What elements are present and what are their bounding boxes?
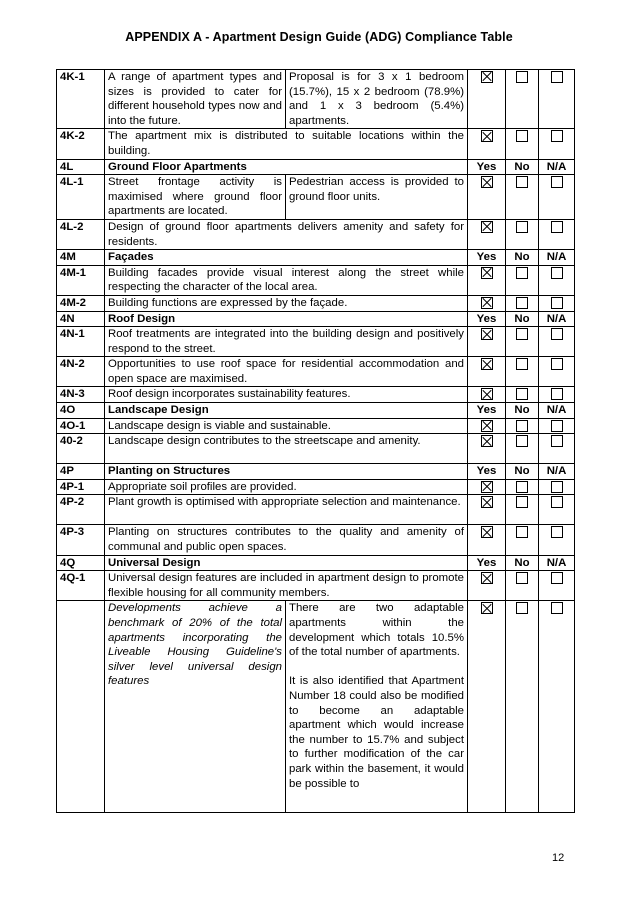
objective-text: Building functions are expressed by the façade. — [105, 295, 468, 311]
response-text: Proposal is for 3 x 1 bedroom (15.7%), 15 x 2 bedroom (78.9%) and 1 x 3 bedroom (5.4%) apartments. — [286, 70, 468, 129]
checkbox-cell-na — [539, 219, 575, 249]
checkbox-cell-yes — [468, 387, 506, 403]
checkbox-cell-no — [506, 357, 539, 387]
objective-text: Building facades provide visual interest along the street while respecting the character of the local area. — [105, 265, 468, 295]
row-id: 4K-1 — [57, 70, 105, 129]
checkbox-cell-no — [506, 175, 539, 220]
checkbox-na[interactable] — [551, 358, 563, 370]
checkbox-yes[interactable] — [481, 358, 493, 370]
row-id: 4N-1 — [57, 327, 105, 357]
header-no: No — [506, 464, 539, 480]
row-id: 4M-1 — [57, 265, 105, 295]
section-row — [57, 403, 575, 419]
checkbox-no[interactable] — [516, 358, 528, 370]
table-row — [57, 434, 575, 464]
checkbox-na[interactable] — [551, 420, 563, 432]
page-number: 12 — [552, 852, 565, 864]
checkbox-cell-yes — [468, 525, 506, 555]
checkbox-na[interactable] — [551, 221, 563, 233]
header-na: N/A — [539, 464, 575, 480]
row-id: 4L — [57, 159, 105, 175]
checkbox-cell-na — [539, 495, 575, 525]
checkbox-cell-yes — [468, 434, 506, 464]
checkbox-yes[interactable] — [481, 328, 493, 340]
checkbox-na[interactable] — [551, 297, 563, 309]
checkbox-cell-no — [506, 525, 539, 555]
header-na: N/A — [539, 403, 575, 419]
checkbox-cell-na — [539, 434, 575, 464]
table-row — [57, 357, 575, 387]
objective-text: The apartment mix is distributed to suitable locations within the building. — [105, 129, 468, 159]
checkbox-no[interactable] — [516, 388, 528, 400]
checkbox-cell-na — [539, 525, 575, 555]
header-na: N/A — [539, 555, 575, 571]
section-title: Roof Design — [105, 311, 468, 327]
checkbox-yes[interactable] — [481, 420, 493, 432]
row-id: 4O — [57, 403, 105, 419]
header-no: No — [506, 555, 539, 571]
table-row — [57, 265, 575, 295]
checkbox-na[interactable] — [551, 130, 563, 142]
checkbox-yes[interactable] — [481, 388, 493, 400]
header-na: N/A — [539, 311, 575, 327]
checkbox-cell-no — [506, 387, 539, 403]
checkbox-cell-no — [506, 295, 539, 311]
header-no: No — [506, 403, 539, 419]
checkbox-cell-yes — [468, 418, 506, 434]
section-title: Planting on Structures — [105, 464, 468, 480]
header-na: N/A — [539, 250, 575, 266]
checkbox-no[interactable] — [516, 71, 528, 83]
checkbox-cell-na — [539, 418, 575, 434]
checkbox-cell-yes — [468, 219, 506, 249]
checkbox-na[interactable] — [551, 481, 563, 493]
row-id: 4L-2 — [57, 219, 105, 249]
checkbox-no[interactable] — [516, 481, 528, 493]
header-na: N/A — [539, 159, 575, 175]
checkbox-cell-yes — [468, 129, 506, 159]
checkbox-cell-na — [539, 295, 575, 311]
row-id: 4P-2 — [57, 495, 105, 525]
objective-text: Planting on structures contributes to the quality and amenity of communal and public open spaces. — [105, 525, 468, 555]
table-row — [57, 479, 575, 495]
table-row — [57, 175, 575, 220]
checkbox-cell-yes — [468, 175, 506, 220]
checkbox-yes[interactable] — [481, 572, 493, 584]
checkbox-yes[interactable] — [481, 176, 493, 188]
section-row — [57, 311, 575, 327]
checkbox-cell-na — [539, 571, 575, 601]
row-id: 4Q — [57, 555, 105, 571]
checkbox-no[interactable] — [516, 130, 528, 142]
header-yes: Yes — [468, 311, 506, 327]
table-row — [57, 418, 575, 434]
table-row — [57, 219, 575, 249]
checkbox-cell-na — [539, 357, 575, 387]
objective-text: Developments achieve a benchmark of 20% of the total apartments incorporating the Liveable Housing Guideline's silver level universal design features — [105, 601, 286, 813]
row-id: 4P — [57, 464, 105, 480]
checkbox-yes[interactable] — [481, 435, 493, 447]
header-yes: Yes — [468, 403, 506, 419]
checkbox-no[interactable] — [516, 176, 528, 188]
checkbox-cell-yes — [468, 70, 506, 129]
table-row — [57, 571, 575, 601]
table-row — [57, 525, 575, 555]
row-id: 4M — [57, 250, 105, 266]
header-no: No — [506, 159, 539, 175]
checkbox-no[interactable] — [516, 420, 528, 432]
section-title: Universal Design — [105, 555, 468, 571]
table-row — [57, 327, 575, 357]
objective-text: Opportunities to use roof space for residential accommodation and open space are maximised. — [105, 357, 468, 387]
checkbox-no[interactable] — [516, 435, 528, 447]
row-id: 4M-2 — [57, 295, 105, 311]
table-row — [57, 387, 575, 403]
checkbox-yes[interactable] — [481, 481, 493, 493]
checkbox-cell-no — [506, 327, 539, 357]
section-title: Ground Floor Apartments — [105, 159, 468, 175]
checkbox-yes[interactable] — [481, 267, 493, 279]
row-id: 4L-1 — [57, 175, 105, 220]
header-no: No — [506, 250, 539, 266]
paragraph-gap — [289, 660, 464, 675]
response-text: Pedestrian access is provided to ground floor units. — [286, 175, 468, 220]
objective-text: Landscape design contributes to the streetscape and amenity. — [105, 434, 468, 464]
checkbox-cell-no — [506, 70, 539, 129]
section-row — [57, 555, 575, 571]
checkbox-cell-no — [506, 265, 539, 295]
objective-text: A range of apartment types and sizes is provided to cater for different household types now and into the future. — [105, 70, 286, 129]
row-id: 4Q-1 — [57, 571, 105, 601]
row-id: 4P-1 — [57, 479, 105, 495]
checkbox-cell-yes — [468, 495, 506, 525]
row-id: 4K-2 — [57, 129, 105, 159]
checkbox-cell-yes — [468, 357, 506, 387]
checkbox-no[interactable] — [516, 221, 528, 233]
checkbox-na[interactable] — [551, 602, 563, 614]
header-yes: Yes — [468, 159, 506, 175]
checkbox-cell-na — [539, 70, 575, 129]
row-id: 4P-3 — [57, 525, 105, 555]
row-id: 4N — [57, 311, 105, 327]
response-paragraph: It is also identified that Apartment Number 18 could also be modified to become an adaptable apartment which would increase the number to 15.7% and subject to further modification of the car park within the basement, it would be possible to — [289, 675, 464, 790]
header-yes: Yes — [468, 555, 506, 571]
checkbox-cell-no — [506, 129, 539, 159]
checkbox-no[interactable] — [516, 267, 528, 279]
section-title: Landscape Design — [105, 403, 468, 419]
response-text — [286, 601, 468, 813]
checkbox-no[interactable] — [516, 526, 528, 538]
checkbox-cell-na — [539, 129, 575, 159]
objective-text: Street frontage activity is maximised where ground floor apartments are located. — [105, 175, 286, 220]
row-id: 40-2 — [57, 434, 105, 464]
checkbox-na[interactable] — [551, 435, 563, 447]
checkbox-cell-no — [506, 495, 539, 525]
section-row — [57, 159, 575, 175]
objective-text: Appropriate soil profiles are provided. — [105, 479, 468, 495]
checkbox-cell-no — [506, 434, 539, 464]
objective-text: Design of ground floor apartments delivers amenity and safety for residents. — [105, 219, 468, 249]
checkbox-yes[interactable] — [481, 130, 493, 142]
checkbox-cell-yes — [468, 265, 506, 295]
row-id: 4N-2 — [57, 357, 105, 387]
row-id: 4O-1 — [57, 418, 105, 434]
table-row — [57, 129, 575, 159]
checkbox-cell-yes — [468, 479, 506, 495]
checkbox-yes[interactable] — [481, 71, 493, 83]
checkbox-cell-na — [539, 265, 575, 295]
checkbox-cell-na — [539, 175, 575, 220]
section-title: Façades — [105, 250, 468, 266]
table-row — [57, 495, 575, 525]
checkbox-na[interactable] — [551, 328, 563, 340]
checkbox-cell-na — [539, 479, 575, 495]
response-paragraph: There are two adaptable apartments within the development which totals 10.5% of the total number of apartments. — [289, 602, 464, 659]
header-yes: Yes — [468, 464, 506, 480]
header-yes: Yes — [468, 250, 506, 266]
checkbox-cell-yes — [468, 571, 506, 601]
checkbox-na[interactable] — [551, 388, 563, 400]
table-row — [57, 70, 575, 129]
checkbox-cell-yes — [468, 601, 506, 813]
checkbox-na[interactable] — [551, 176, 563, 188]
checkbox-no[interactable] — [516, 572, 528, 584]
page-title: APPENDIX A - Apartment Design Guide (ADG) Compliance Table — [125, 30, 513, 44]
checkbox-cell-no — [506, 571, 539, 601]
header-no: No — [506, 311, 539, 327]
table-row — [57, 601, 575, 813]
checkbox-no[interactable] — [516, 602, 528, 614]
checkbox-na[interactable] — [551, 71, 563, 83]
section-row — [57, 250, 575, 266]
checkbox-cell-no — [506, 601, 539, 813]
checkbox-cell-na — [539, 387, 575, 403]
checkbox-no[interactable] — [516, 297, 528, 309]
checkbox-yes[interactable] — [481, 297, 493, 309]
checkbox-na[interactable] — [551, 496, 563, 508]
checkbox-cell-no — [506, 219, 539, 249]
objective-text: Plant growth is optimised with appropriate selection and maintenance. — [105, 495, 468, 525]
checkbox-no[interactable] — [516, 496, 528, 508]
checkbox-cell-yes — [468, 295, 506, 311]
row-id — [57, 601, 105, 813]
checkbox-no[interactable] — [516, 328, 528, 340]
objective-text: Universal design features are included in apartment design to promote flexible housing for all community members. — [105, 571, 468, 601]
row-id: 4N-3 — [57, 387, 105, 403]
checkbox-na[interactable] — [551, 572, 563, 584]
objective-text: Roof design incorporates sustainability features. — [105, 387, 468, 403]
checkbox-cell-na — [539, 327, 575, 357]
checkbox-cell-na — [539, 601, 575, 813]
checkbox-cell-no — [506, 479, 539, 495]
checkbox-cell-yes — [468, 327, 506, 357]
section-row — [57, 464, 575, 480]
compliance-table — [56, 69, 575, 813]
checkbox-cell-no — [506, 418, 539, 434]
checkbox-yes[interactable] — [481, 221, 493, 233]
checkbox-na[interactable] — [551, 526, 563, 538]
table-row — [57, 295, 575, 311]
objective-text: Landscape design is viable and sustainable. — [105, 418, 468, 434]
checkbox-yes[interactable] — [481, 496, 493, 508]
checkbox-na[interactable] — [551, 267, 563, 279]
objective-text: Roof treatments are integrated into the building design and positively respond to the street. — [105, 327, 468, 357]
checkbox-yes[interactable] — [481, 602, 493, 614]
checkbox-yes[interactable] — [481, 526, 493, 538]
